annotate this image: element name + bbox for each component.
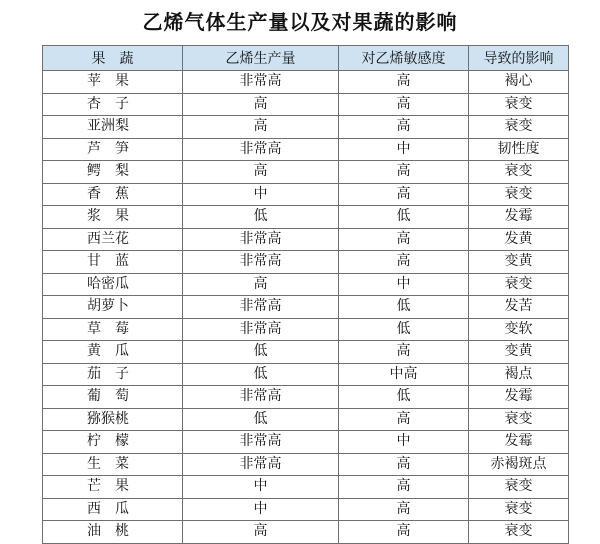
table-row	[43, 183, 569, 206]
cell-fruit: 茄 子	[43, 363, 183, 386]
table-row	[43, 476, 569, 499]
cell-ethylene-sensitivity: 低	[339, 206, 469, 229]
table-row	[43, 296, 569, 319]
cell-effect: 衰变	[469, 183, 569, 206]
cell-effect: 发霉	[469, 206, 569, 229]
table-row	[43, 341, 569, 364]
table-header-row	[43, 46, 569, 71]
cell-effect: 衰变	[469, 161, 569, 184]
cell-ethylene-sensitivity: 高	[339, 408, 469, 431]
cell-fruit: 芒 果	[43, 476, 183, 499]
cell-effect: 变软	[469, 318, 569, 341]
cell-effect: 衰变	[469, 93, 569, 116]
table-row	[43, 273, 569, 296]
cell-fruit: 胡萝卜	[43, 296, 183, 319]
page-title: 乙烯气体生产量以及对果蔬的影响	[142, 10, 458, 34]
cell-effect: 褐心	[469, 71, 569, 94]
cell-effect: 衰变	[469, 521, 569, 544]
cell-effect: 变黄	[469, 341, 569, 364]
cell-fruit: 黄 瓜	[43, 341, 183, 364]
table-body	[43, 71, 569, 544]
cell-ethylene-sensitivity: 中	[339, 273, 469, 296]
cell-fruit: 哈密瓜	[43, 273, 183, 296]
table-row	[43, 116, 569, 139]
table-row	[43, 318, 569, 341]
table-row	[43, 408, 569, 431]
cell-fruit: 浆 果	[43, 206, 183, 229]
cell-effect: 发霉	[469, 386, 569, 409]
table-row	[43, 161, 569, 184]
cell-ethylene-sensitivity: 中	[339, 138, 469, 161]
table-row	[43, 251, 569, 274]
table-row	[43, 498, 569, 521]
cell-fruit: 葡 萄	[43, 386, 183, 409]
cell-effect: 褐点	[469, 363, 569, 386]
cell-ethylene-production: 非常高	[183, 386, 339, 409]
cell-ethylene-sensitivity: 高	[339, 251, 469, 274]
table-row	[43, 453, 569, 476]
ethylene-table	[42, 45, 569, 544]
cell-effect: 衰变	[469, 273, 569, 296]
cell-fruit: 草 莓	[43, 318, 183, 341]
cell-ethylene-sensitivity: 高	[339, 498, 469, 521]
header-ethylene-sensitivity: 对乙烯敏感度	[339, 46, 469, 71]
table-row	[43, 386, 569, 409]
cell-ethylene-sensitivity: 高	[339, 228, 469, 251]
cell-fruit: 柠 檬	[43, 431, 183, 454]
cell-fruit: 亚洲梨	[43, 116, 183, 139]
cell-effect: 衰变	[469, 476, 569, 499]
cell-ethylene-production: 低	[183, 408, 339, 431]
cell-fruit: 西 瓜	[43, 498, 183, 521]
cell-ethylene-production: 非常高	[183, 71, 339, 94]
table-row	[43, 228, 569, 251]
cell-effect: 衰变	[469, 498, 569, 521]
header-fruit: 果 蔬	[43, 46, 183, 71]
cell-ethylene-production: 非常高	[183, 431, 339, 454]
cell-fruit: 油 桃	[43, 521, 183, 544]
cell-ethylene-production: 高	[183, 161, 339, 184]
cell-effect: 发苦	[469, 296, 569, 319]
cell-ethylene-production: 高	[183, 273, 339, 296]
cell-fruit: 鳄 梨	[43, 161, 183, 184]
cell-ethylene-sensitivity: 高	[339, 341, 469, 364]
cell-fruit: 苹 果	[43, 71, 183, 94]
cell-ethylene-production: 低	[183, 363, 339, 386]
header-effect: 导致的影响	[469, 46, 569, 71]
cell-ethylene-sensitivity: 高	[339, 93, 469, 116]
cell-ethylene-production: 非常高	[183, 228, 339, 251]
cell-ethylene-sensitivity: 高	[339, 116, 469, 139]
cell-ethylene-sensitivity: 低	[339, 296, 469, 319]
cell-ethylene-production: 低	[183, 341, 339, 364]
cell-fruit: 甘 蓝	[43, 251, 183, 274]
cell-ethylene-sensitivity: 高	[339, 521, 469, 544]
cell-fruit: 西兰花	[43, 228, 183, 251]
cell-ethylene-production: 非常高	[183, 453, 339, 476]
cell-ethylene-production: 中	[183, 498, 339, 521]
cell-ethylene-sensitivity: 高	[339, 161, 469, 184]
cell-ethylene-production: 非常高	[183, 318, 339, 341]
cell-ethylene-sensitivity: 中高	[339, 363, 469, 386]
table-row	[43, 521, 569, 544]
cell-ethylene-production: 中	[183, 476, 339, 499]
cell-ethylene-production: 高	[183, 93, 339, 116]
cell-fruit: 香 蕉	[43, 183, 183, 206]
cell-ethylene-production: 低	[183, 206, 339, 229]
table-row	[43, 138, 569, 161]
cell-ethylene-production: 中	[183, 183, 339, 206]
cell-fruit: 生 菜	[43, 453, 183, 476]
cell-ethylene-sensitivity: 高	[339, 183, 469, 206]
cell-effect: 发黄	[469, 228, 569, 251]
cell-ethylene-sensitivity: 高	[339, 71, 469, 94]
header-ethylene-production: 乙烯生产量	[183, 46, 339, 71]
cell-ethylene-production: 非常高	[183, 251, 339, 274]
cell-effect: 衰变	[469, 408, 569, 431]
cell-ethylene-sensitivity: 低	[339, 318, 469, 341]
table-row	[43, 71, 569, 94]
cell-fruit: 芦 笋	[43, 138, 183, 161]
cell-ethylene-sensitivity: 高	[339, 476, 469, 499]
cell-ethylene-production: 非常高	[183, 138, 339, 161]
cell-effect: 赤褐斑点	[469, 453, 569, 476]
cell-fruit: 猕猴桃	[43, 408, 183, 431]
table-row	[43, 431, 569, 454]
table-row	[43, 93, 569, 116]
cell-ethylene-production: 高	[183, 521, 339, 544]
cell-ethylene-production: 高	[183, 116, 339, 139]
cell-ethylene-sensitivity: 低	[339, 386, 469, 409]
cell-ethylene-sensitivity: 高	[339, 453, 469, 476]
table-row	[43, 363, 569, 386]
cell-effect: 发霉	[469, 431, 569, 454]
cell-ethylene-production: 非常高	[183, 296, 339, 319]
cell-effect: 韧性度	[469, 138, 569, 161]
cell-ethylene-sensitivity: 中	[339, 431, 469, 454]
table-row	[43, 206, 569, 229]
cell-fruit: 杏 子	[43, 93, 183, 116]
cell-effect: 衰变	[469, 116, 569, 139]
cell-effect: 变黄	[469, 251, 569, 274]
